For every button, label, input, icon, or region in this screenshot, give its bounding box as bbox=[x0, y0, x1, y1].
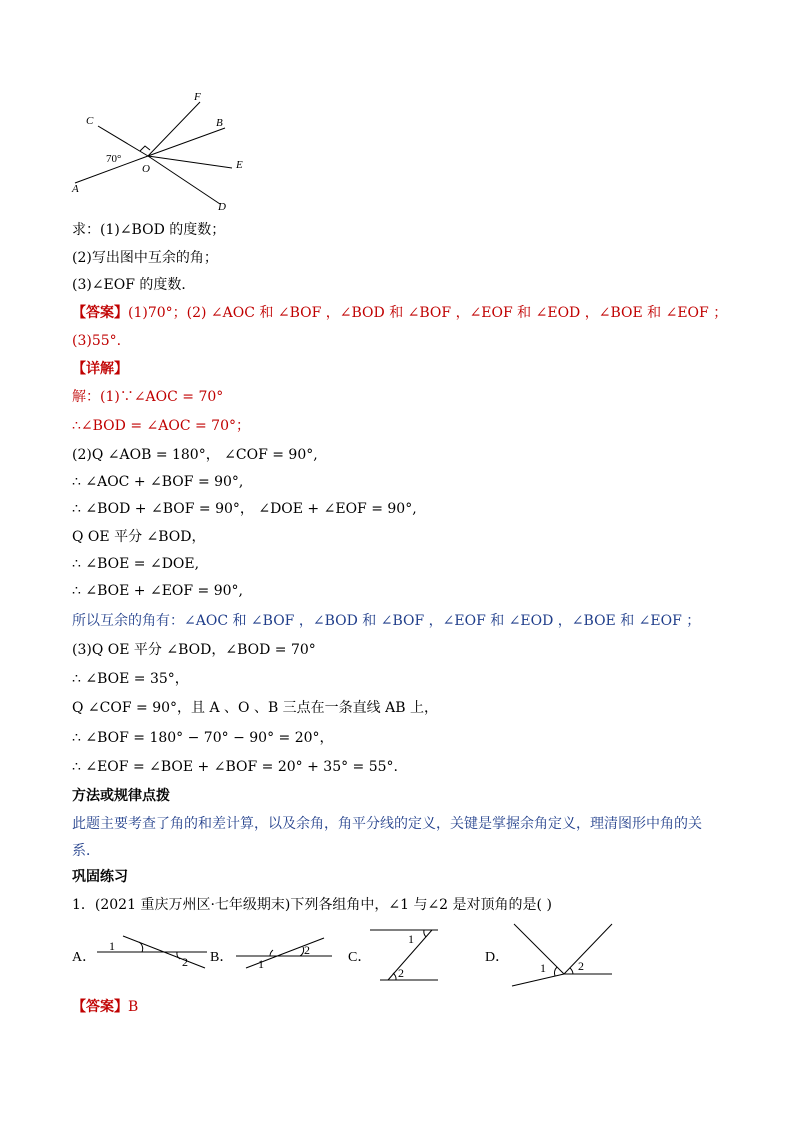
question-part-2: (2)写出图中互余的角； bbox=[72, 250, 218, 266]
answer-line-2: (3)55°. bbox=[72, 333, 122, 349]
complementary-summary: 所以互余的角有：∠AOC 和 ∠BOF ，∠BOD 和 ∠BOF ，∠EOF 和 ∠EOD ，∠BOE 和 ∠EOF ； bbox=[72, 613, 701, 629]
label-D: D bbox=[218, 201, 226, 213]
ray-OC bbox=[98, 126, 148, 156]
mark-2: 2 bbox=[578, 959, 584, 973]
detail-line: ∴ ∠BOE = 35°， bbox=[72, 671, 189, 687]
option-b-figure[interactable] bbox=[232, 934, 337, 970]
angle-label-70: 70° bbox=[106, 153, 122, 165]
detail-label: 【详解】 bbox=[72, 361, 128, 377]
label-E: E bbox=[236, 159, 243, 171]
label-O: O bbox=[142, 163, 150, 175]
practice-answer-value: B bbox=[128, 999, 139, 1015]
detail-line: ∴ ∠BOE = ∠DOE, bbox=[72, 556, 200, 572]
detail-line: (3)Q OE 平分 ∠BOD，∠BOD = 70° bbox=[72, 642, 316, 658]
ray-OF bbox=[148, 102, 200, 156]
detail-line: ∴ ∠BOF = 180° − 70° − 90° = 20°， bbox=[72, 730, 334, 746]
answer-line-1 bbox=[72, 303, 727, 323]
mark-2: 2 bbox=[304, 943, 310, 957]
option-c-label[interactable]: C． bbox=[348, 950, 372, 965]
option-b-label[interactable]: B． bbox=[210, 950, 234, 965]
method-text-line-2: 系． bbox=[72, 843, 100, 859]
ray-OE bbox=[148, 156, 232, 168]
right-angle-mark bbox=[140, 146, 150, 151]
mark-1: 1 bbox=[408, 932, 414, 946]
detail-line: (2)Q ∠AOB = 180°， ∠COF = 90°, bbox=[72, 447, 318, 463]
practice-answer bbox=[72, 997, 138, 1017]
angle-figure bbox=[70, 88, 260, 216]
option-a-figure[interactable] bbox=[95, 930, 210, 970]
option-d-figure[interactable] bbox=[510, 922, 616, 988]
mark-1: 1 bbox=[258, 957, 264, 970]
practice-question-1: 1．(2021 重庆万州区·七年级期末)下列各组角中，∠1 与∠2 是对顶角的是( ) bbox=[72, 897, 552, 913]
label-A: A bbox=[72, 183, 79, 195]
detail-line: ∴ ∠EOF = ∠BOE + ∠BOF = 20° + 35° = 55°. bbox=[72, 759, 398, 775]
detail-line: ∴∠BOD = ∠AOC = 70°； bbox=[72, 418, 250, 434]
detail-line: ∴ ∠BOE + ∠EOF = 90°, bbox=[72, 583, 244, 599]
mark-2: 2 bbox=[182, 955, 188, 969]
method-text-line-1: 此题主要考查了角的和差计算，以及余角，角平分线的定义，关键是掌握余角定义，理清图形中角的关 bbox=[72, 816, 702, 832]
practice-title: 巩固练习 bbox=[72, 869, 128, 885]
mark-1: 1 bbox=[109, 939, 115, 953]
detail-line: Q ∠COF = 90°，且 A 、O 、B 三点在一条直线 AB 上， bbox=[72, 700, 438, 716]
answer-text: (1)70°；(2) ∠AOC 和 ∠BOF ，∠BOD 和 ∠BOF ，∠EOF 和 ∠EOD ，∠BOE 和 ∠EOF ； bbox=[128, 305, 728, 321]
label-F: F bbox=[194, 91, 201, 103]
option-c-figure[interactable] bbox=[368, 924, 440, 986]
method-title: 方法或规律点拨 bbox=[72, 788, 170, 804]
answer-label: 【答案】 bbox=[72, 305, 128, 321]
detail-line: ∴ ∠BOD + ∠BOF = 90°， ∠DOE + ∠EOF = 90°, bbox=[72, 501, 417, 517]
label-C: C bbox=[86, 115, 94, 127]
practice-answer-label: 【答案】 bbox=[72, 999, 128, 1015]
ray-OD bbox=[148, 156, 220, 204]
option-d-label[interactable]: D． bbox=[485, 950, 510, 965]
question-part-1: 求：(1)∠BOD 的度数； bbox=[72, 222, 226, 238]
detail-line: ∴ ∠AOC + ∠BOF = 90°, bbox=[72, 474, 244, 490]
mark-2: 2 bbox=[398, 966, 404, 980]
mark-1: 1 bbox=[540, 961, 546, 975]
question-part-3: (3)∠EOF 的度数． bbox=[72, 277, 196, 293]
option-a-label[interactable]: A． bbox=[72, 950, 97, 965]
detail-line: Q OE 平分 ∠BOD， bbox=[72, 529, 206, 545]
ray-OB bbox=[148, 128, 225, 156]
detail-line: 解：(1)∵∠AOC = 70° bbox=[72, 389, 224, 405]
label-B: B bbox=[216, 117, 223, 129]
